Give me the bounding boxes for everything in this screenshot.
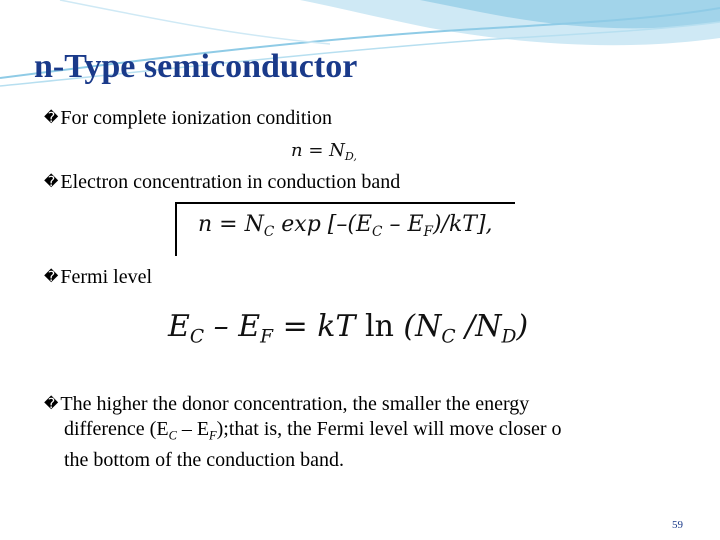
bullet-marker-icon: � [44,174,59,190]
equation-electron-concentration: $n = N_C$ $\exp [-(E_C - E_F)/kT]$, [198,212,493,240]
slide-title: n-Type semiconductor [34,48,358,85]
bullet-text: Fermi level [60,266,152,288]
bullet-text: The higher the donor concentration, the smaller the energy [60,393,530,415]
equation-fermi-level: $E_C - E_F$ = kT $\ln (N_C$ $/N_D$) [168,309,529,348]
bullet-continuation: difference ($E_C$ – $E_F);that$ is, the Fermi level will move closer o [64,418,562,443]
equation-n-equals-nd: $n = N_{D,}$ [291,140,357,163]
bullet-marker-icon: � [44,269,59,285]
bullet-donor-concentration [44,392,684,473]
bullet-ionization [44,106,332,131]
bullet-electron-concentration [44,170,400,195]
bullet-marker-icon: � [44,110,59,126]
page-number: 59 [672,519,683,531]
bullet-marker-icon: � [44,396,59,412]
bullet-text: For complete ionization condition [60,107,332,129]
bullet-continuation-line: the bottom of the conduction band. [64,449,344,472]
bullet-text: Electron concentration in conduction band [60,171,401,193]
bullet-fermi-level [44,265,152,290]
